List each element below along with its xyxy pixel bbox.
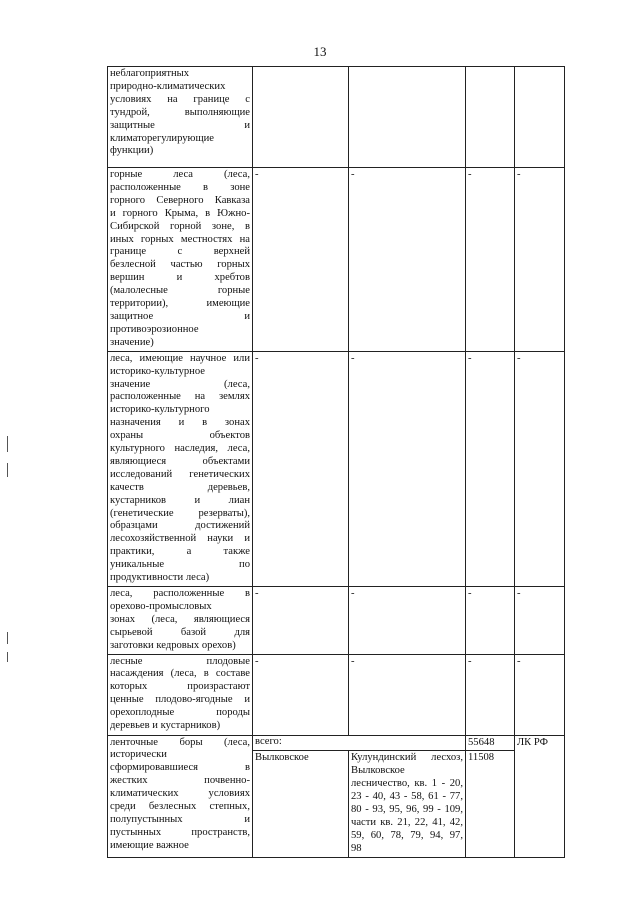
forestry-name: Вылковское [255, 752, 309, 764]
value-cell [349, 168, 466, 352]
value-cell [349, 654, 466, 735]
forest-category-cell [108, 168, 253, 352]
text-line: насаждения (леса, в составе [110, 668, 250, 680]
forest-category-cell [108, 351, 253, 586]
value-cell [253, 587, 349, 655]
text-line: (малолесные горные [110, 285, 250, 297]
table-row [108, 587, 565, 655]
text-line: вершин и хребтов [110, 272, 250, 284]
value-cell [515, 587, 565, 655]
dash-value: - [468, 655, 472, 667]
scan-artifact-mark [7, 652, 8, 662]
dash-value: - [517, 352, 521, 364]
text-line: полупустынных и [110, 813, 250, 825]
text-line: расположенные на землях [110, 391, 250, 403]
text-line: значение) [110, 336, 154, 348]
text-line: тундрой, выполняющие [110, 106, 250, 118]
dash-value: - [351, 352, 355, 364]
scan-artifact-mark [7, 436, 8, 452]
dash-value: - [351, 169, 355, 180]
dash-value: - [351, 588, 355, 599]
text-line: качеств деревьев, [110, 481, 250, 493]
text-line: ленточные боры (леса, [110, 736, 250, 748]
table-row [108, 735, 565, 751]
text-line: продуктивности леса) [110, 572, 210, 584]
text-line: орехоплодные породы [110, 707, 250, 719]
value-cell [349, 351, 466, 586]
value-cell [515, 351, 565, 586]
text-line: культурного наследия, леса, [110, 443, 250, 455]
table-row [108, 67, 565, 168]
text-line: противоэрозионное [110, 323, 199, 335]
area-value: 11508 [468, 752, 495, 764]
text-line: защитные и [110, 119, 250, 131]
text-line: деревьев и кустарников) [110, 720, 221, 732]
text-line: климаторегулирующие [110, 132, 214, 144]
text-line: орехово-промысловых [110, 600, 212, 612]
total-label: всего: [255, 735, 282, 747]
text-line: лесохозяйственной науки и [110, 533, 250, 545]
text-line: Сибирской горной зоне, в [110, 220, 250, 232]
value-cell [466, 67, 515, 168]
dash-value: - [255, 169, 259, 180]
dash-value: - [351, 655, 355, 667]
text-line: неблагоприятных [110, 68, 190, 79]
value-cell [515, 654, 565, 735]
text-line: условиях на границе с [110, 93, 250, 105]
legal-basis: ЛК РФ [517, 736, 548, 748]
text-line: части кв. 21, 22, 41, 42, [351, 816, 463, 828]
text-line: историко-культурное [110, 365, 205, 377]
location-cell [349, 751, 466, 857]
text-line: Вылковское [351, 765, 405, 777]
dash-value: - [468, 352, 472, 364]
forest-category-table [107, 66, 565, 858]
value-cell [253, 351, 349, 586]
text-line: сырьевой базой для [110, 626, 250, 638]
text-line: значение (леса, [110, 378, 250, 390]
text-line: лесничество, кв. 1 - 20, [351, 778, 463, 790]
text-line: образцами достижений [110, 520, 250, 532]
text-line: кустарников и лиан [110, 494, 250, 506]
value-cell [466, 351, 515, 586]
text-line: расположенные в зоне [110, 181, 250, 193]
forestry-cell [253, 751, 349, 857]
text-line: историко-культурного [110, 404, 210, 416]
legal-basis-cell [515, 735, 565, 857]
dash-value: - [517, 588, 521, 599]
text-line: пустынных пространств, [110, 826, 250, 838]
text-line: иных горных местностях на [110, 233, 250, 245]
text-line: 23 - 40, 43 - 58, 61 - 77, [351, 791, 463, 803]
dash-value: - [468, 588, 472, 599]
text-line: назначения и в зонах [110, 417, 250, 429]
value-cell [349, 587, 466, 655]
text-line: охраны объектов [110, 430, 250, 442]
value-cell [253, 168, 349, 352]
value-cell [466, 168, 515, 352]
text-line: горные леса (леса, [110, 169, 250, 180]
dash-value: - [517, 655, 521, 667]
text-line: практики, а также [110, 546, 250, 558]
text-line: ценные плодово-ягодные и [110, 694, 250, 706]
text-line: территории), имеющие [110, 298, 250, 310]
text-line: (генетические резерваты), [110, 507, 250, 519]
text-line: которых произрастают [110, 681, 250, 693]
text-line: заготовки кедровых орехов) [110, 639, 236, 651]
table-row [108, 168, 565, 352]
dash-value: - [517, 169, 521, 180]
text-line: среди безлесных степных, [110, 801, 250, 813]
forest-category-cell [108, 654, 253, 735]
dash-value: - [468, 169, 472, 180]
text-line: уникальные по [110, 559, 250, 571]
area-cell [466, 751, 515, 857]
value-cell [466, 587, 515, 655]
page-number: 13 [313, 44, 327, 59]
text-line: горного Северного Кавказа [110, 194, 250, 206]
dash-value: - [255, 588, 259, 599]
text-line: и горного Крыма, в Южно- [110, 207, 250, 219]
text-line: лесные плодовые [110, 655, 250, 667]
text-line: исторически [110, 749, 167, 761]
text-line: климатических условиях [110, 788, 250, 800]
text-line: границе с верхней [110, 246, 250, 258]
value-cell [515, 168, 565, 352]
value-cell [253, 654, 349, 735]
value-cell [466, 654, 515, 735]
forest-category-cell [108, 67, 253, 168]
text-line: имеющие важное [110, 839, 189, 851]
total-value: 55648 [468, 736, 495, 748]
text-line: функции) [110, 145, 154, 157]
text-line: безлесной частью горных [110, 259, 250, 271]
value-cell [515, 67, 565, 168]
value-cell [253, 67, 349, 168]
text-line: леса, имеющие научное или [110, 352, 250, 364]
text-line: жестких почвенно- [110, 775, 250, 787]
dash-value: - [255, 352, 259, 364]
text-line: природно-климатических [110, 80, 226, 92]
forest-category-cell [108, 587, 253, 655]
forest-category-cell [108, 735, 253, 857]
text-line: сформировавшиеся в [110, 762, 250, 774]
scan-artifact-mark [7, 463, 8, 477]
text-line: являющиеся объектами [110, 455, 250, 467]
text-line: исследований генетических [110, 468, 250, 480]
text-line: защитное и [110, 310, 250, 322]
dash-value: - [255, 655, 259, 667]
value-cell [349, 67, 466, 168]
text-line: Кулундинский лесхоз, [351, 752, 463, 764]
table-row [108, 654, 565, 735]
text-line: 98 [351, 842, 362, 854]
text-line: зонах (леса, являющиеся [110, 613, 250, 625]
text-line: леса, расположенные в [110, 588, 250, 599]
text-line: 59, 60, 78, 79, 94, 97, [351, 829, 463, 841]
text-line: 80 - 93, 95, 96, 99 - 109, [351, 804, 463, 816]
total-label-cell [253, 735, 466, 751]
total-value-cell [466, 735, 515, 751]
scan-artifact-mark [7, 632, 8, 644]
table-row [108, 351, 565, 586]
